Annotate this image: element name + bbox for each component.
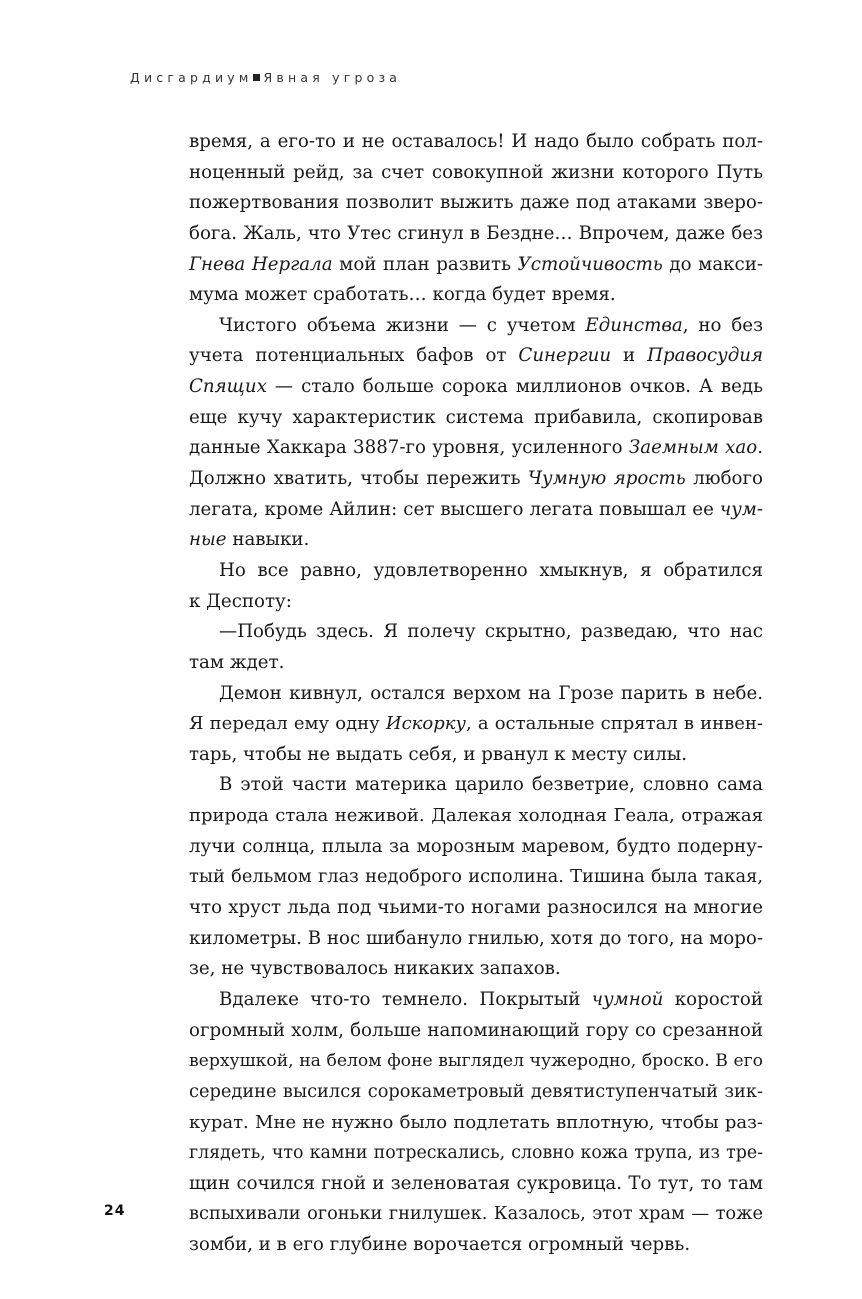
text-line: [189, 587, 763, 618]
italic-term: ные: [189, 529, 227, 551]
text-line: [189, 127, 763, 158]
text-line: [189, 924, 763, 955]
italic-term: чум-: [719, 498, 763, 520]
italic-term: чумной: [591, 988, 664, 1010]
text-segment: пожертвования позволит выжить даже под атаками зверо-: [189, 192, 763, 214]
italic-term: Устойчивость: [517, 253, 663, 275]
text-segment: лучи солнца, плыла за морозным маревом, будто подерну-: [189, 835, 763, 857]
text-segment: мума может сработать… когда будет время.: [189, 284, 616, 306]
text-segment: данные Хаккара 3887-го уровня, усиленного: [189, 437, 629, 459]
italic-term: Синергии: [518, 345, 612, 367]
part-title: Явная угроза: [263, 70, 402, 85]
text-line: [189, 403, 763, 434]
text-segment: мой план развить: [332, 253, 518, 275]
italic-term: Гнева Нергала: [189, 253, 333, 275]
text-line: [189, 464, 763, 495]
text-segment: и: [611, 345, 648, 367]
text-segment: Вдалеке что-то темнело. Покрытый: [219, 988, 592, 1010]
text-segment: Я передал ему одну: [189, 713, 386, 735]
text-line: [189, 679, 763, 710]
text-segment: километры. В нос шибануло гнилью, хотя до того, на моро-: [189, 927, 763, 949]
text-line: [189, 954, 763, 985]
separator-square-icon: [253, 74, 260, 81]
text-segment: тарь, чтобы не выдать себя, и рванул к месту силы.: [189, 743, 688, 765]
text-line: [189, 985, 763, 1016]
page-number: 24: [104, 1203, 126, 1219]
text-line: [189, 341, 763, 372]
text-line: [189, 158, 763, 189]
italic-term: Искорку: [385, 713, 466, 735]
text-line: [189, 495, 763, 526]
text-line: [189, 280, 763, 311]
text-segment: зе, не чувствовалось никаких запахов.: [189, 958, 561, 980]
italic-term: Спящих: [189, 376, 267, 398]
text-line: [189, 1169, 763, 1200]
text-segment: коростой: [663, 988, 763, 1010]
italic-term: Чумную ярость: [527, 468, 686, 490]
text-segment: Чистого объема жизни — с учетом: [219, 314, 586, 336]
text-line: [189, 801, 763, 832]
text-segment: любого: [685, 468, 763, 490]
text-segment: время, а его-то и не оставалось! И надо было собрать пол-: [189, 131, 763, 152]
text-segment: легата, кроме Айлин: сет высшего легата повышал ее: [189, 498, 720, 520]
text-segment: В этой части материка царило безветрие, словно сама: [219, 774, 763, 796]
text-segment: Демон кивнул, остался верхом на Грозе парить в небе.: [219, 682, 763, 704]
text-segment: навыки.: [226, 529, 310, 551]
text-line: [189, 1230, 763, 1261]
text-line: [189, 311, 763, 342]
text-segment: курат. Мне не нужно было подлетать вплотную, чтобы раз-: [189, 1111, 763, 1133]
text-segment: до макси-: [662, 253, 763, 275]
text-line: [189, 1199, 763, 1230]
text-line: [189, 556, 763, 587]
text-segment: , а остальные спрятал в инвен-: [465, 713, 764, 735]
text-segment: щин сочился гной и зеленоватая сукровица. То тут, то там: [189, 1172, 763, 1194]
text-line: [189, 250, 763, 281]
text-line: [189, 740, 763, 771]
text-segment: середине высился сорокаметровый девятиступенчатый зик-: [189, 1080, 763, 1102]
italic-term: Единства: [585, 314, 683, 336]
text-segment: Но все равно, удовлетворенно хмыкнув, я обратился: [219, 559, 763, 581]
text-line: [189, 1077, 763, 1108]
italic-term: Заемным хао: [628, 437, 758, 459]
text-line: [189, 372, 763, 403]
running-head: [130, 70, 401, 85]
text-segment: Должно хватить, чтобы пережить: [189, 468, 528, 490]
text-line: [189, 1138, 763, 1169]
text-segment: , но без: [682, 314, 763, 336]
text-line: [189, 1016, 763, 1047]
text-segment: зомби, и в его глубине ворочается огромный червь.: [189, 1234, 691, 1256]
book-title: Дисгардиум: [130, 70, 253, 85]
text-line: [189, 770, 763, 801]
text-segment: верхушкой, на белом фоне выглядел чужеродно, броско. В его: [189, 1051, 763, 1072]
text-line: [189, 433, 763, 464]
text-segment: — стало больше сорока миллионов очков. А ведь: [266, 376, 763, 398]
text-line: [189, 832, 763, 863]
text-segment: природа стала неживой. Далекая холодная Геала, отражая: [189, 805, 763, 827]
text-segment: бога. Жаль, что Утес сгинул в Бездне… Впрочем, даже без: [189, 222, 763, 244]
body-text: [189, 127, 763, 1261]
text-line: [189, 648, 763, 679]
text-segment: к Деспоту:: [189, 590, 292, 612]
text-line: [189, 219, 763, 250]
text-segment: там ждет.: [189, 651, 285, 673]
text-segment: .: [757, 437, 763, 459]
text-segment: еще кучу характеристик система прибавила, скопировав: [189, 406, 763, 428]
text-line: [189, 709, 763, 740]
text-segment: огромный холм, больше напоминающий гору со срезанной: [189, 1019, 763, 1041]
text-line: [189, 617, 763, 648]
text-line: [189, 188, 763, 219]
italic-term: Правосудия: [647, 345, 763, 367]
text-line: [189, 862, 763, 893]
text-segment: что хруст льда под чьими-то ногами разносился на многие: [189, 897, 763, 919]
text-segment: вспыхивали огоньки гнилушек. Казалось, этот храм — тоже: [189, 1203, 763, 1225]
text-line: [189, 1108, 763, 1139]
text-segment: учета потенциальных бафов от: [189, 345, 519, 367]
text-segment: —Побудь здесь. Я полечу скрытно, разведаю, что нас: [219, 621, 763, 643]
text-line: [189, 893, 763, 924]
text-segment: тый бельмом глаз недоброго исполина. Тишина была такая,: [189, 866, 763, 888]
text-segment: ноценный рейд, за счет совокупной жизни которого Путь: [189, 161, 763, 183]
text-line: [189, 1046, 763, 1077]
text-segment: глядеть, что камни потрескались, словно кожа трупа, из тре-: [189, 1143, 763, 1164]
text-line: [189, 525, 763, 556]
